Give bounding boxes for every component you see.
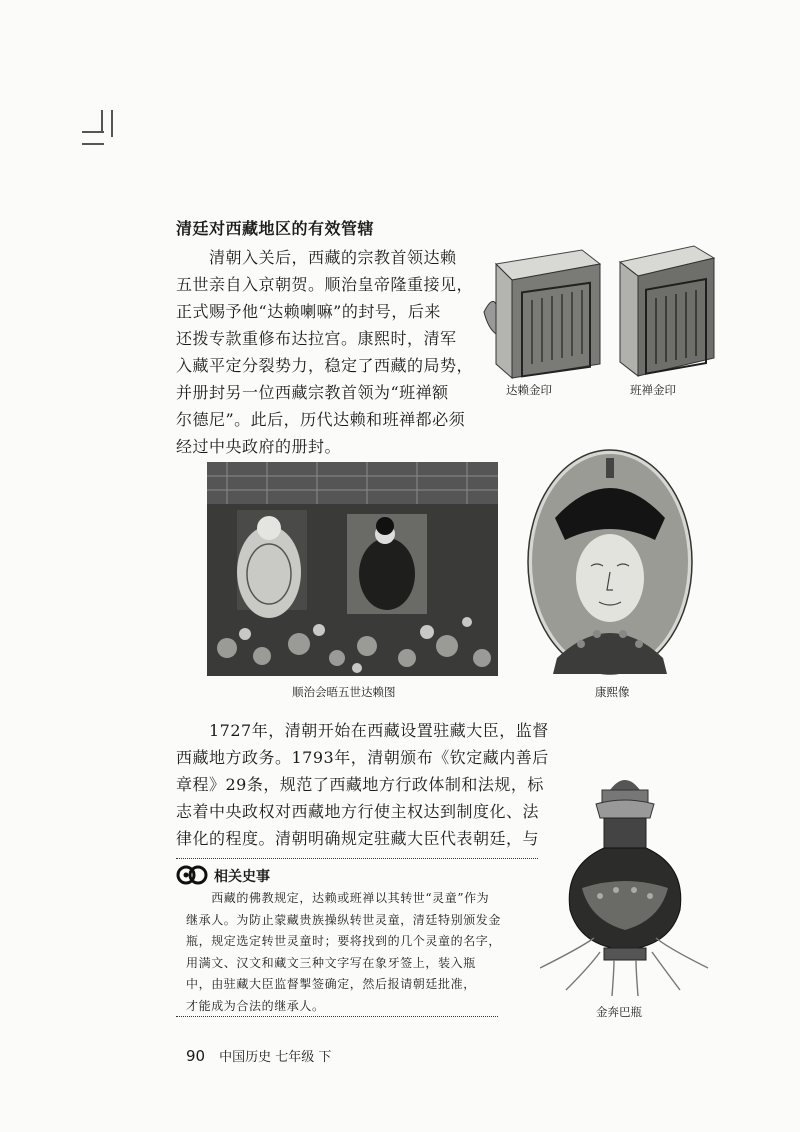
mural-caption: 顺治会晤五世达赖图	[292, 685, 396, 699]
portrait-caption: 康熙像	[595, 685, 630, 699]
related-events-text	[186, 888, 501, 1017]
panchen-seal-image	[610, 240, 720, 380]
text-line: 才能成为合法的继承人。	[186, 998, 325, 1013]
box-bottom-divider	[176, 1016, 498, 1017]
box-top-divider	[176, 858, 538, 859]
golden-urn-image	[540, 770, 710, 1000]
related-events-title: 相关史事	[214, 869, 270, 885]
text-line: 入藏平定分裂势力，稳定了西藏的局势，	[176, 356, 474, 375]
crop-mark	[82, 143, 104, 145]
text-line: 经过中央政府的册封。	[176, 437, 342, 456]
paragraph-2	[176, 717, 549, 852]
book-title: 中国历史 七年级 下	[219, 1050, 332, 1065]
dalai-seal-caption: 达赖金印	[506, 383, 552, 397]
mural-image	[207, 462, 498, 676]
text-line: 律化的程度。清朝明确规定驻藏大臣代表朝廷，与	[176, 829, 540, 848]
text-line: 五世亲自入京朝贺。顺治皇帝隆重接见，	[176, 275, 474, 294]
text-line: 西藏的佛教规定，达赖或班禅以其转世“灵童”作为	[186, 891, 490, 905]
text-line: 志着中央政权对西藏地方行使主权达到制度化、法	[176, 802, 540, 821]
page-number: 90	[186, 1047, 206, 1065]
related-events-icon	[176, 862, 208, 888]
paragraph-1	[176, 244, 473, 460]
panchen-seal-caption: 班禅金印	[630, 383, 676, 397]
dalai-seal-image	[482, 244, 604, 382]
text-line: 正式赐予他“达赖喇嘛”的封号，后来	[176, 302, 441, 321]
kangxi-portrait-image	[527, 448, 693, 676]
text-line: 1727年，清朝开始在西藏设置驻藏大臣，监督	[176, 721, 549, 740]
text-line: 用满文、汉文和藏文三种文字写在象牙签上，装入瓶	[186, 955, 476, 970]
text-line: 清朝入关后，西藏的宗教首领达赖	[176, 248, 457, 267]
text-line: 继承人。为防止蒙藏贵族操纵转世灵童，清廷特别颁发金	[186, 912, 502, 927]
text-line: 还拨专款重修布达拉宫。康熙时，清军	[176, 329, 457, 348]
urn-caption: 金奔巴瓶	[596, 1005, 642, 1019]
page-footer	[186, 1046, 331, 1065]
crop-mark	[111, 110, 113, 137]
text-line: 西藏地方政务。1793年，清朝颁布《钦定藏内善后	[176, 748, 549, 767]
text-line: 瓶，规定选定转世灵童时；要将找到的几个灵童的名字，	[186, 934, 502, 948]
text-line: 并册封另一位西藏宗教首领为“班禅额	[176, 383, 449, 402]
text-line: 中，由驻藏大臣监督掣签确定，然后报请朝廷批准，	[186, 977, 476, 991]
text-line: 尔德尼”。此后，历代达赖和班禅都必须	[176, 410, 466, 429]
crop-mark	[101, 110, 103, 133]
section-heading: 清廷对西藏地区的有效管辖	[176, 219, 375, 238]
text-line: 章程》29条，规范了西藏地方行政体制和法规，标	[176, 775, 544, 794]
